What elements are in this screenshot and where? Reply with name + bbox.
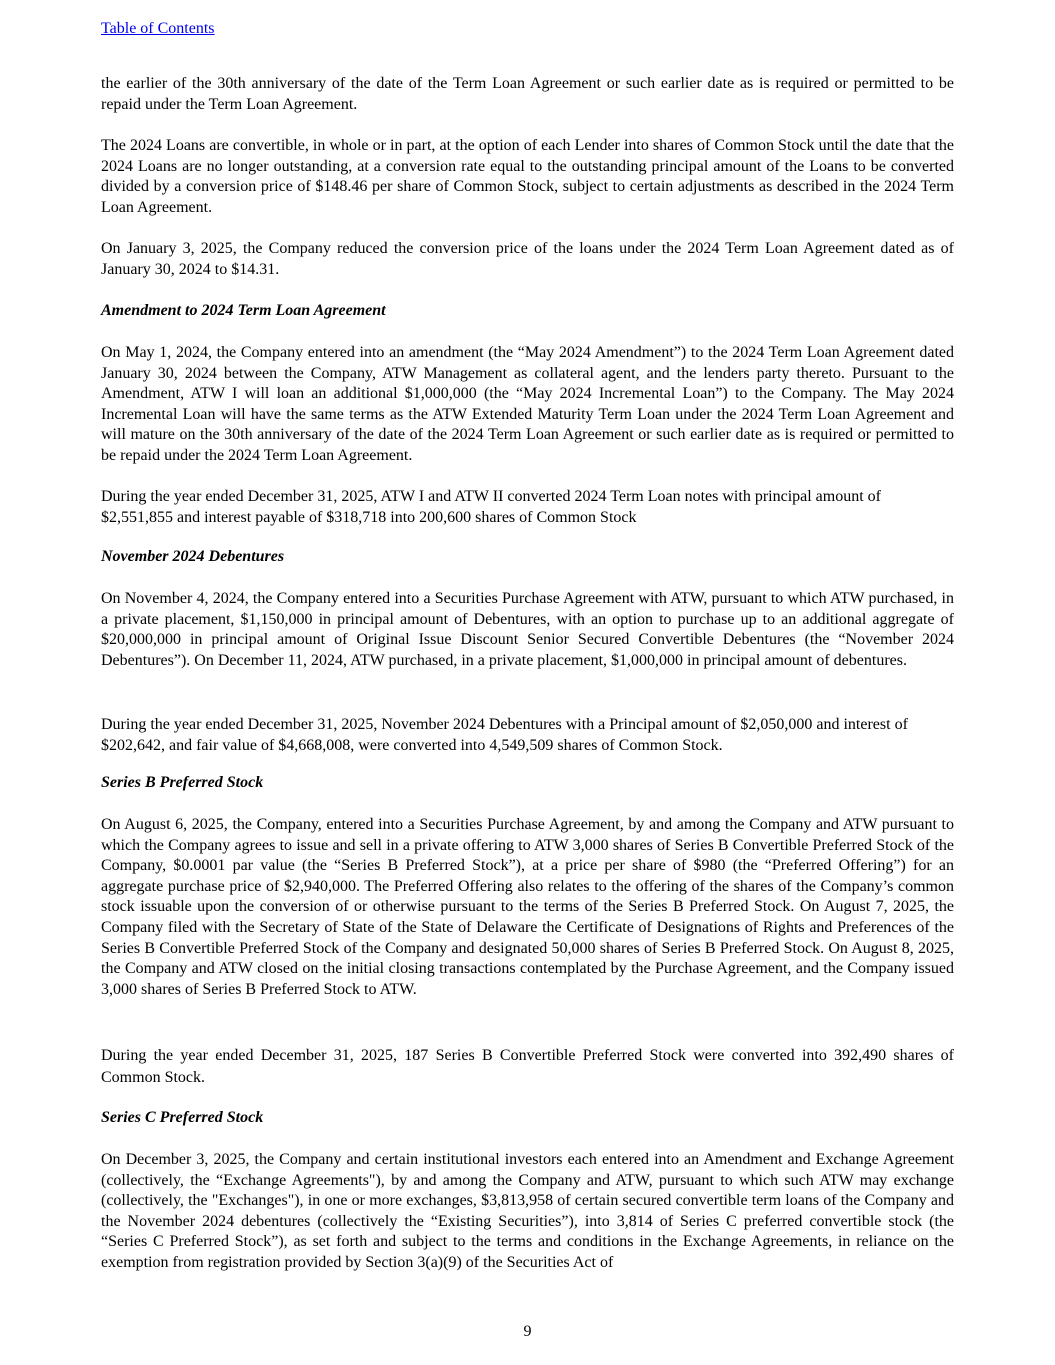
section-heading-series-b: Series B Preferred Stock xyxy=(101,774,264,791)
paragraph-term-loan-maturity: the earlier of the 30th anniversary of the date of the Term Loan Agreement or such earlier date as is required or permitted to be repaid under the Term Loan Agreement. xyxy=(101,75,954,113)
paragraph-may-2024-amendment: On May 1, 2024, the Company entered into an amendment (the “May 2024 Amendment”) to the 2024 Term Loan Agreement dated January 30, 2024 between the Company, ATW Management as collateral agent, and the lenders party thereto. Pursuant to the Amendment, ATW I will loan an additional $1,000,000 (the “May 2024 Incremental Loan”) to the Company. The May 2024 Incremental Loan will have the same terms as the ATW Extended Maturity Term Loan under the 2024 Term Loan Agreement and will mature on the 30th anniversary of the date of the 2024 Term Loan Agreement or such earlier date as is required or permitted to be repaid under the 2024 Term Loan Agreement. xyxy=(101,344,954,464)
paragraph-series-b-purchase: On August 6, 2025, the Company, entered into a Securities Purchase Agreement, by and among the Company and ATW pursuant to which the Company agrees to issue and sell in a private offering to ATW 3,000 shares of Series B Convertible Preferred Stock of the Company, $0.0001 par value (the “Series B Preferred Stock”), at a price per share of $980 (the “Preferred Offering”) for an aggregate purchase price of $2,940,000. The Preferred Offering also relates to the offering of the shares of the Company’s common stock issuable upon the conversion of or otherwise pursuant to the terms of the Series B Preferred Stock. On August 7, 2025, the Company filed with the Secretary of State of the State of Delaware the Certificate of Designations of Rights and Preferences of the Series B Convertible Preferred Stock of the Company and designated 50,000 shares of Series B Preferred Stock. On August 8, 2025, the Company and ATW closed on the initial closing transactions contemplated by the Purchase Agreement, and the Company issued 3,000 shares of Series B Preferred Stock to ATW. xyxy=(101,816,954,998)
paragraph-2024-loans-convertible: The 2024 Loans are convertible, in whole or in part, at the option of each Lender into shares of Common Stock until the date that the 2024 Loans are no longer outstanding, at a conversion rate equal to the outstanding principal amount of the Loans to be converted divided by a conversion price of $148.46 per share of Common Stock, subject to certain adjustments as described in the 2024 Term Loan Agreement. xyxy=(101,137,954,216)
paragraph-series-c-exchange: On December 3, 2025, the Company and certain institutional investors each entered into an Amendment and Exchange Agreement (collectively, the “Exchange Agreements"), by and among the Company and ATW, pursuant to which such ATW may exchange (collectively, the "Exchanges"), in one or more exchanges, $3,813,958 of certain secured convertible term loans of the Company and the November 2024 debentures (collectively the “Existing Securities”), into 3,814 of Series C preferred convertible stock (the “Series C Preferred Stock”), as set forth and subject to the terms and conditions in the Exchange Agreements, in reliance on the exemption from registration provided by Section 3(a)(9) of the Securities Act of xyxy=(101,1151,954,1271)
page-number: 9 xyxy=(523,1323,532,1340)
section-heading-amendment: Amendment to 2024 Term Loan Agreement xyxy=(101,302,386,319)
paragraph-debentures-conversions: During the year ended December 31, 2025, November 2024 Debentures with a Principal amount of $2,050,000 and interest of $202,642, and fair value of $4,668,008, were converted into 4,549,509 shares of Common Stock. xyxy=(101,716,908,754)
paragraph-conversion-price-reduction: On January 3, 2025, the Company reduced the conversion price of the loans under the 2024 Term Loan Agreement dated as of January 30, 2024 to $14.31. xyxy=(101,240,954,278)
paragraph-series-b-conversions: During the year ended December 31, 2025, 187 Series B Convertible Preferred Stock were converted into 392,490 shares of Common Stock. xyxy=(101,1047,954,1086)
table-of-contents-link[interactable]: Table of Contents xyxy=(101,20,215,37)
paragraph-term-loan-conversions: During the year ended December 31, 2025, ATW I and ATW II converted 2024 Term Loan notes with principal amount of $2,551,855 and interest payable of $318,718 into 200,600 shares of Common Stock xyxy=(101,488,881,526)
section-heading-november-debentures: November 2024 Debentures xyxy=(101,548,285,565)
paragraph-november-debentures-purchase: On November 4, 2024, the Company entered into a Securities Purchase Agreement with ATW, pursuant to which ATW purchased, in a private placement, $1,150,000 in principal amount of Debentures, with an option to purchase up to an additional aggregate of $20,000,000 in principal amount of Original Issue Discount Senior Secured Convertible Debentures (the “November 2024 Debentures”). On December 11, 2024, ATW purchased, in a private placement, $1,000,000 in principal amount of debentures. xyxy=(101,590,954,669)
section-heading-series-c: Series C Preferred Stock xyxy=(101,1109,264,1126)
